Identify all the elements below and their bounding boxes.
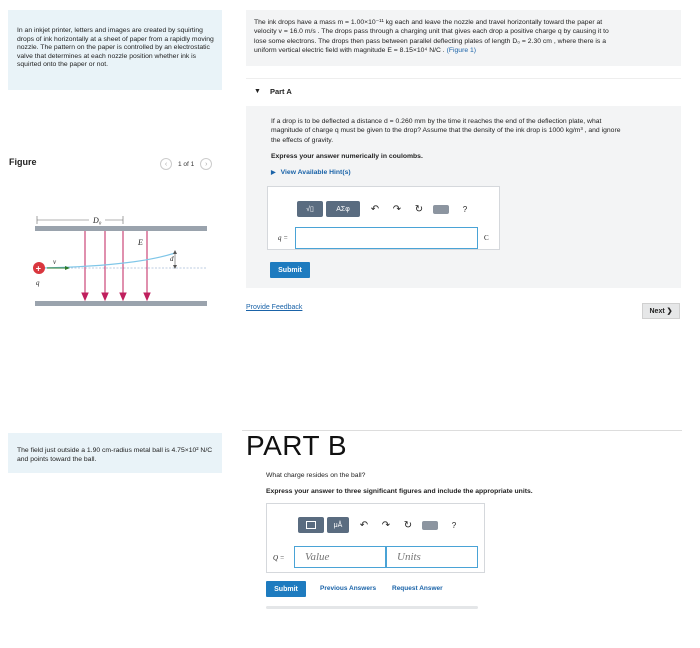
q-unit-label: C bbox=[484, 234, 489, 242]
redo-icon[interactable]: ↷ bbox=[392, 203, 402, 215]
keyboard-icon-b[interactable] bbox=[422, 521, 438, 530]
pager-label: 1 of 1 bbox=[178, 160, 195, 168]
reset-icon-b[interactable]: ↻ bbox=[403, 519, 413, 531]
templates-button-b[interactable] bbox=[298, 517, 324, 533]
d-label: d bbox=[170, 255, 174, 263]
greek-button[interactable]: ΑΣφ bbox=[326, 201, 360, 217]
part-a-submit-button[interactable]: Submit bbox=[270, 262, 310, 278]
undo-icon-b[interactable]: ↶ bbox=[359, 519, 369, 531]
intro-card bbox=[8, 10, 222, 90]
provide-feedback-link[interactable]: Provide Feedback bbox=[246, 304, 303, 311]
part-b-header bbox=[242, 430, 682, 462]
drop-trajectory bbox=[43, 253, 175, 268]
part-a-body bbox=[246, 106, 681, 288]
request-answer-link[interactable]: Request Answer bbox=[392, 585, 443, 592]
part-a-toolbar bbox=[297, 201, 475, 217]
problem-line-2: velocity v = 16.0 m/s . The drops pass through a charging unit that gives each drop a positive charge q by causing it to bbox=[254, 28, 609, 36]
reset-icon[interactable]: ↻ bbox=[414, 203, 424, 215]
help-button-b[interactable]: ? bbox=[451, 520, 457, 530]
prev-figure-button[interactable]: ‹ bbox=[160, 158, 172, 170]
figure-link[interactable]: (Figure 1) bbox=[446, 47, 477, 55]
templates-button[interactable]: √▯ bbox=[297, 201, 323, 217]
hint-caret-icon: ▶ bbox=[271, 170, 276, 176]
part-b-title: PART B bbox=[246, 430, 348, 461]
ball-problem-text: The field just outside a 1.90 cm-radius metal ball is 4.75×10² N/C and points toward the ball. bbox=[17, 447, 213, 463]
deflection-diagram bbox=[25, 205, 215, 315]
redo-icon-b[interactable]: ↷ bbox=[381, 519, 391, 531]
units-button[interactable]: μÅ bbox=[327, 517, 349, 533]
q-variable-label: q = bbox=[278, 234, 288, 242]
q-answer-input[interactable] bbox=[295, 227, 478, 249]
velocity-label: v⃗ bbox=[53, 258, 62, 266]
part-b-submit-button[interactable]: Submit bbox=[266, 581, 306, 597]
value-input[interactable] bbox=[294, 546, 386, 568]
problem-line-4: uniform vertical electric field with magnitude E = 8.15×10⁴ N/C . bbox=[254, 47, 447, 55]
problem-line-3: lose some electrons. The drops then pass between parallel deflecting plates of length D₀ = 2.30 cm , where there is a bbox=[254, 37, 606, 45]
problem-card bbox=[246, 10, 681, 66]
charge-plus-label: + bbox=[35, 263, 42, 274]
Q-variable-label: Q = bbox=[273, 554, 285, 562]
part-b-toolbar bbox=[298, 517, 464, 533]
problem-text bbox=[254, 18, 678, 56]
part-a-answer-box bbox=[267, 186, 500, 250]
top-plate bbox=[35, 226, 207, 231]
part-a-instruction: Express your answer numerically in coulombs. bbox=[271, 153, 423, 160]
keyboard-icon[interactable] bbox=[433, 205, 449, 214]
undo-icon[interactable]: ↶ bbox=[370, 203, 380, 215]
charge-q-label: q bbox=[36, 279, 40, 287]
next-figure-button[interactable]: › bbox=[200, 158, 212, 170]
part-a-title: Part A bbox=[269, 87, 292, 96]
intro-text: In an inkjet printer, letters and images are created by squirting drops of ink horizontally at a sheet of paper from a rapidly moving nozzle. The pattern on the paper is controlled by an electrostatic valve that determines at each nozzle position whether ink is squirted onto the paper or not. bbox=[17, 27, 214, 69]
part-a-header[interactable] bbox=[246, 78, 681, 104]
help-button[interactable]: ? bbox=[462, 204, 468, 214]
part-a-question: If a drop is to be deflected a distance d = 0.260 mm by the time it reaches the end of the deflection plate, what magnitude of charge q must be given to the drop? Assume that the density of the ink drop is 1000 kg/m³ , and ignore the effects of gravity. bbox=[271, 118, 621, 144]
previous-answers-link[interactable]: Previous Answers bbox=[320, 585, 377, 592]
collapse-icon: ▼ bbox=[254, 88, 261, 95]
figure-title: Figure bbox=[9, 157, 37, 167]
part-b-instruction: Express your answer to three significant figures and include the appropriate units. bbox=[266, 488, 533, 495]
d0-label: D₀ bbox=[93, 216, 102, 225]
ball-problem-card bbox=[8, 433, 222, 473]
figure-pager bbox=[160, 157, 222, 171]
template-grid-icon bbox=[306, 521, 316, 529]
units-input[interactable] bbox=[386, 546, 478, 568]
part-b-answer-box bbox=[266, 503, 485, 573]
problem-line-1: The ink drops have a mass m = 1.00×10⁻¹¹ kg each and leave the nozzle and travel horizontally toward the paper at bbox=[254, 19, 603, 26]
e-field-label: E⃗ bbox=[138, 238, 150, 247]
next-button[interactable]: Next ❯ bbox=[642, 303, 680, 319]
part-b-divider bbox=[266, 606, 478, 609]
part-b-question: What charge resides on the ball? bbox=[266, 472, 366, 479]
view-hints-link[interactable]: ▶ View Available Hint(s) bbox=[271, 169, 351, 176]
bottom-plate bbox=[35, 301, 207, 306]
